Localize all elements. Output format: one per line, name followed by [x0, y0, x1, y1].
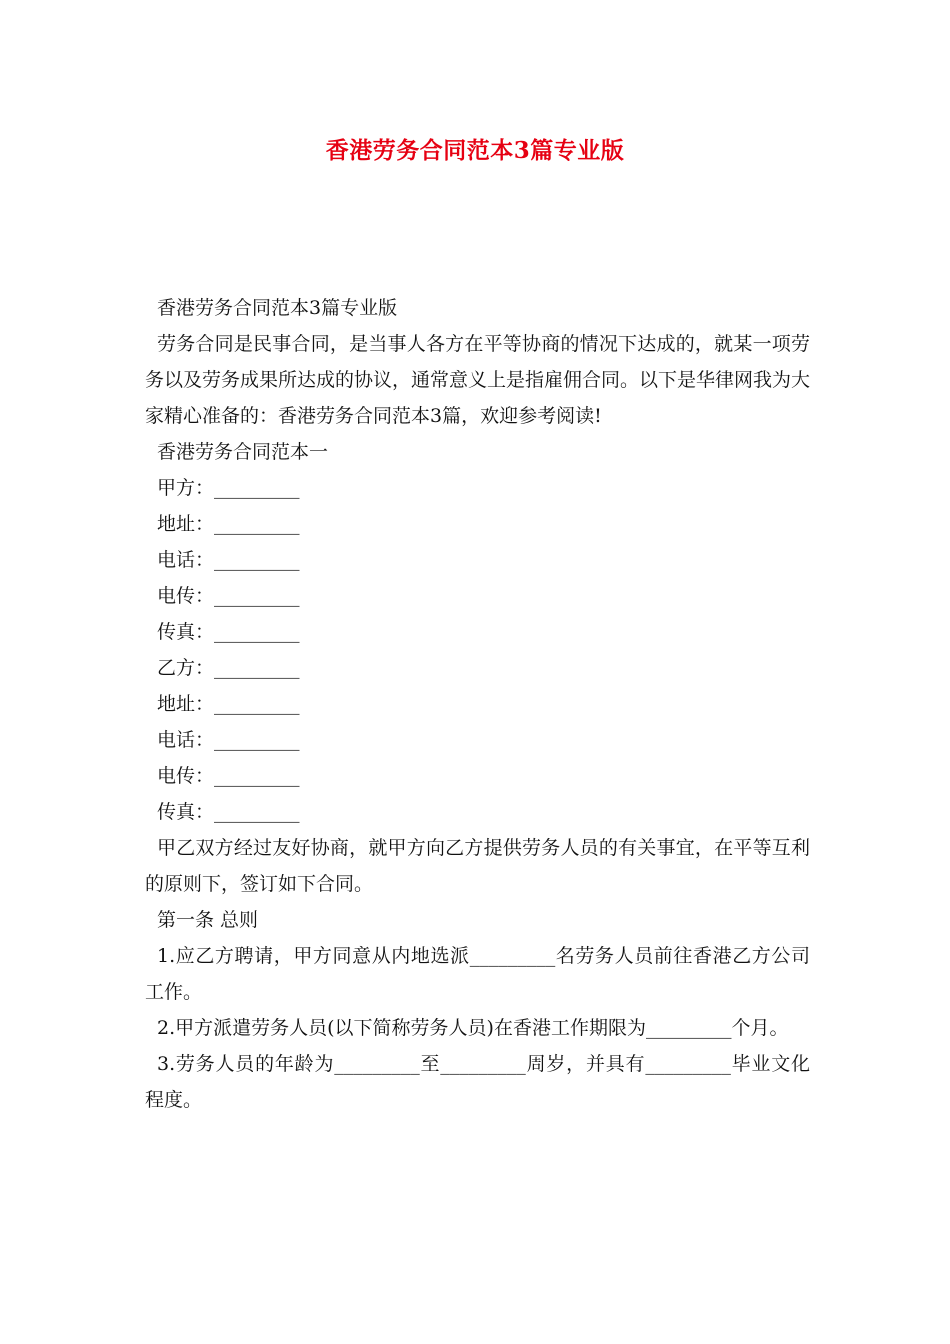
party-b-address-field: 地址：_________: [157, 693, 300, 715]
party-a-fax-field: 传真：_________: [157, 621, 300, 643]
clause-3: 3.劳务人员的年龄为_________至_________周岁，并具有_________毕业文化程度。: [145, 1053, 810, 1111]
party-a-address-field: 地址：_________: [157, 513, 300, 535]
intro-paragraph: 劳务合同是民事合同，是当事人各方在平等协商的情况下达成的，就某一项劳务以及劳务成果所达成的协议，通常意义上是指雇佣合同。以下是华律网我为大家精心准备的：香港劳务合同范本3篇，欢迎参考阅读!: [145, 333, 811, 427]
party-b-fax-field: 传真：_________: [157, 801, 300, 823]
party-a-name-field: 甲方：_________: [157, 477, 300, 499]
article-heading: 第一条 总则: [157, 909, 259, 931]
party-b-phone-field: 电话：_________: [157, 729, 300, 751]
document-subtitle: 香港劳务合同范本3篇专业版: [157, 297, 398, 319]
party-a-phone-field: 电话：_________: [157, 549, 300, 571]
clause-1: 1.应乙方聘请，甲方同意从内地选派_________名劳务人员前往香港乙方公司工作。: [145, 945, 810, 1003]
party-b-telex-field: 电传：_________: [157, 765, 300, 787]
document-title: 香港劳务合同范本3篇专业版: [325, 137, 625, 164]
preamble-paragraph: 甲乙双方经过友好协商，就甲方向乙方提供劳务人员的有关事宜，在平等互利的原则下，签订如下合同。: [145, 837, 810, 895]
party-a-telex-field: 电传：_________: [157, 585, 300, 607]
document-body: [145, 290, 810, 1118]
party-b-name-field: 乙方：_________: [157, 657, 300, 679]
section-heading: 香港劳务合同范本一: [157, 441, 329, 463]
clause-2: 2.甲方派遣劳务人员(以下简称劳务人员)在香港工作期限为_________个月。: [157, 1017, 789, 1039]
